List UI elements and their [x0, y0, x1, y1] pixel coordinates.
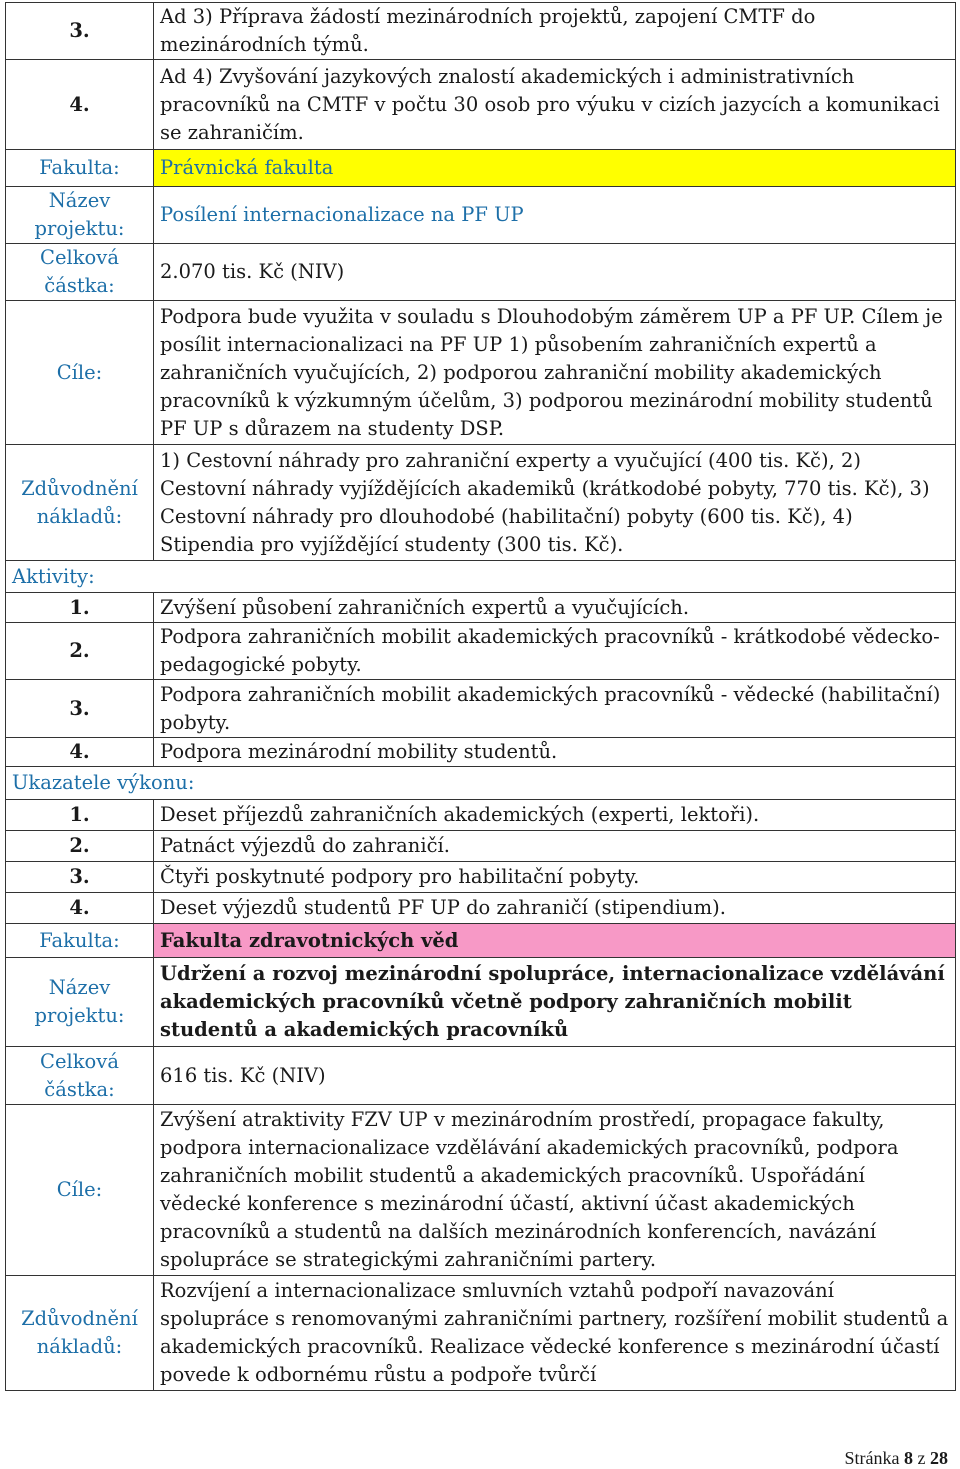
pf-cile-row: [6, 301, 956, 445]
zduvodneni-label: Zdůvodnění nákladů:: [6, 445, 154, 561]
fakulta-name: Fakulta zdravotnických věd: [154, 924, 956, 958]
row-text: Deset výjezdů studentů PF UP do zahraničí (stipendium).: [154, 893, 956, 924]
document-table: [5, 2, 956, 1391]
goals-text: Podpora bude využita v souladu s Dlouhodobým záměrem UP a PF UP. Cílem je posílit internacionalizaci na PF UP 1) působením zahraničních expertů a zahraničních vyučujících, 2) podporou zahraniční mobility akademických pracovníků k výzkumným účelům, 3) podporou mezinárodní mobility studentů PF UP s důrazem na studenty DSP.: [154, 301, 956, 445]
justification-text: Rozvíjení a internacionalizace smluvních vztahů podpoří navazování spolupráce s renomovanými zahraničními partnery, rozšíření mobilit studentů a akademických pracovníků. Realizace vědecké konference s mezinárodní účastí povede k odbornému růstu a podpoře tvůrčí: [154, 1276, 956, 1391]
table-row: [6, 800, 956, 831]
table-row: [6, 862, 956, 893]
row-number: 4.: [6, 738, 154, 767]
row-text: Ad 4) Zvyšování jazykových znalostí akademických i administrativních pracovníků na CMTF v počtu 30 osob pro výuku v cizích jazycích a komunikaci se zahraničím.: [154, 60, 956, 150]
footer-separator: z: [917, 1448, 926, 1468]
castka-label: Celková částka:: [6, 244, 154, 301]
table-row: [6, 738, 956, 767]
row-number: 3.: [6, 680, 154, 738]
row-number: 4.: [6, 893, 154, 924]
ukazatele-label: Ukazatele výkonu:: [6, 767, 956, 800]
table-row: [6, 680, 956, 738]
table-row: [6, 60, 956, 150]
footer-prefix: Stránka: [844, 1448, 900, 1468]
ukazatele-header-row: [6, 767, 956, 800]
row-text: Podpora zahraničních mobilit akademických pracovníků - krátkodobé vědecko-pedagogické pobyty.: [154, 623, 956, 680]
zduvodneni-label: Zdůvodnění nákladů:: [6, 1276, 154, 1391]
fakulta-label: Fakulta:: [6, 150, 154, 187]
row-text: Patnáct výjezdů do zahraničí.: [154, 831, 956, 862]
row-number: 3.: [6, 862, 154, 893]
pf-nazev-row: [6, 187, 956, 244]
footer-total-pages: 28: [930, 1448, 948, 1468]
row-number: 4.: [6, 60, 154, 150]
table-row: [6, 623, 956, 680]
fzv-castka-row: [6, 1047, 956, 1105]
justification-text: 1) Cestovní náhrady pro zahraniční experty a vyučující (400 tis. Kč), 2) Cestovní náhrady vyjíždějících akademiků (krátkodobé pobyty, 770 tis. Kč), 3) Cestovní náhrady pro dlouhodobé (habilitační) pobyty (600 tis. Kč), 4) Stipendia pro vyjíždějící studenty (300 tis. Kč).: [154, 445, 956, 561]
row-number: 1.: [6, 593, 154, 623]
row-text: Čtyři poskytnuté podpory pro habilitační pobyty.: [154, 862, 956, 893]
row-number: 2.: [6, 623, 154, 680]
footer-page-number: 8: [904, 1448, 913, 1468]
cile-label: Cíle:: [6, 301, 154, 445]
aktivity-header-row: [6, 561, 956, 593]
amount: 2.070 tis. Kč (NIV): [154, 244, 956, 301]
pf-fakulta-row: [6, 150, 956, 187]
fzv-cile-row: [6, 1105, 956, 1276]
project-name: Posílení internacionalizace na PF UP: [154, 187, 956, 244]
row-text: Ad 3) Příprava žádostí mezinárodních projektů, zapojení CMTF do mezinárodních týmů.: [154, 3, 956, 60]
goals-text: Zvýšení atraktivity FZV UP v mezinárodním prostředí, propagace fakulty, podpora internacionalizace vzdělávání akademických pracovníků, podpora zahraničních mobilit studentů a akademických pracovníků. Uspořádání vědecké konference s mezinárodní účastí, aktivní účast akademických pracovníků a studentů na dalších mezinárodních konferencích, navázání spolupráce se strategickými zahraničními partery.: [154, 1105, 956, 1276]
row-number: 3.: [6, 3, 154, 60]
fzv-nazev-row: [6, 958, 956, 1047]
row-text: Podpora mezinárodní mobility studentů.: [154, 738, 956, 767]
row-number: 1.: [6, 800, 154, 831]
table-row: [6, 893, 956, 924]
fzv-zduvodneni-row: [6, 1276, 956, 1391]
fakulta-name: Právnická fakulta: [154, 150, 956, 187]
table-row: [6, 831, 956, 862]
cile-label: Cíle:: [6, 1105, 154, 1276]
castka-label: Celková částka:: [6, 1047, 154, 1105]
fakulta-label: Fakulta:: [6, 924, 154, 958]
row-text: Zvýšení působení zahraničních expertů a vyučujících.: [154, 593, 956, 623]
row-text: Podpora zahraničních mobilit akademických pracovníků - vědecké (habilitační) pobyty.: [154, 680, 956, 738]
table-row: [6, 3, 956, 60]
nazev-label: Název projektu:: [6, 187, 154, 244]
page-footer: [845, 1448, 948, 1469]
row-number: 2.: [6, 831, 154, 862]
pf-zduvodneni-row: [6, 445, 956, 561]
row-text: Deset příjezdů zahraničních akademických (experti, lektoři).: [154, 800, 956, 831]
aktivity-label: Aktivity:: [6, 561, 956, 593]
fzv-fakulta-row: [6, 924, 956, 958]
pf-castka-row: [6, 244, 956, 301]
amount: 616 tis. Kč (NIV): [154, 1047, 956, 1105]
project-name: Udržení a rozvoj mezinárodní spolupráce, internacionalizace vzdělávání akademických pracovníků včetně podpory zahraničních mobilit studentů a akademických pracovníků: [154, 958, 956, 1047]
table-row: [6, 593, 956, 623]
nazev-label: Název projektu:: [6, 958, 154, 1047]
